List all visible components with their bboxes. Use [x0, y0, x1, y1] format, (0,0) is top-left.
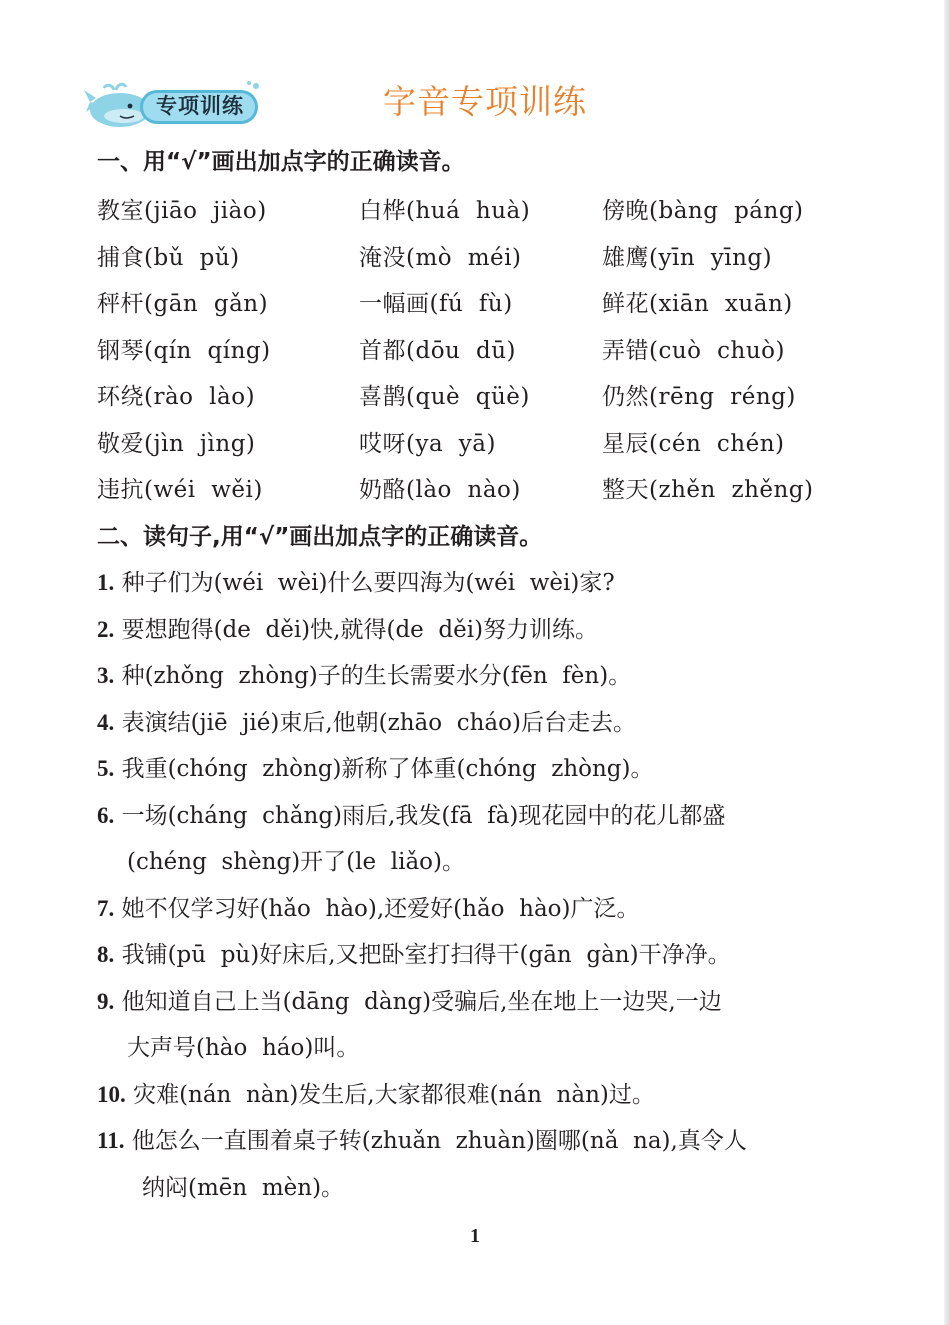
grid-cell: 钢琴(qín qíng) — [97, 337, 271, 364]
sentence-text: (chéng shèng)开了(le liǎo)。 — [127, 849, 465, 875]
sentence-item — [97, 979, 857, 1026]
sentence-text: 灾难(nán nàn)发生后,大家都很难(nán nàn)过。 — [133, 1081, 655, 1108]
sentence-continuation — [97, 1025, 857, 1072]
grid-cell: 星辰(cén chén) — [602, 430, 785, 457]
sentence-continuation — [97, 1165, 857, 1212]
page-title: 字音专项训练 — [383, 82, 587, 121]
sentence-list — [97, 560, 857, 1211]
grid-cell: 捕食(bǔ pǔ) — [97, 244, 240, 271]
grid-cell: 教室(jiāo jiào) — [97, 198, 267, 224]
grid-cell: 喜鹊(què qüè) — [359, 384, 530, 410]
item-number: 1. — [97, 570, 115, 595]
grid-cell: 首都(dōu dū) — [359, 337, 516, 364]
grid-cell: 一幅画(fú fù) — [359, 291, 513, 317]
item-number: 7. — [97, 895, 115, 921]
sentence-text: 一场(cháng chǎng)雨后,我发(fā fà)现花园中的花儿都盛 — [121, 802, 726, 829]
sentence-text: 种(zhǒng zhòng)子的生长需要水分(fēn fèn)。 — [121, 663, 632, 689]
grid-cell: 雄鹰(yīn yīng) — [602, 244, 773, 271]
grid-row — [97, 188, 857, 235]
section-badge — [84, 80, 260, 132]
sentence-item — [97, 1072, 857, 1119]
sentence-text: 纳闷(mēn mèn)。 — [142, 1174, 345, 1201]
sentence-text: 她不仅学习好(hǎo hào),还爱好(hǎo hào)广泛。 — [121, 895, 640, 922]
grid-cell: 秤杆(gān gǎn) — [97, 291, 269, 317]
section-1-heading: 一、用“√”画出加点字的正确读音。 — [97, 149, 465, 175]
item-number: 6. — [97, 802, 115, 828]
grid-cell: 奶酪(lào nào) — [359, 477, 521, 503]
item-number: 8. — [97, 942, 115, 967]
page-edge — [944, 0, 950, 1325]
item-number: 2. — [97, 616, 115, 642]
grid-row — [97, 374, 857, 421]
sentence-text: 他知道自己上当(dāng dàng)受骗后,坐在地上一边哭,一边 — [121, 988, 722, 1015]
sentence-item — [97, 653, 857, 700]
sentence-text: 他怎么一直围着桌子转(zhuǎn zhuàn)圈哪(nǎ na),真令人 — [131, 1128, 747, 1154]
grid-cell: 傍晚(bàng páng) — [602, 198, 804, 224]
sentence-text: 种子们为(wéi wèi)什么要四海为(wéi wèi)家? — [121, 570, 615, 596]
sentence-item — [97, 932, 857, 979]
grid-cell: 环绕(rào lào) — [97, 384, 256, 410]
grid-cell: 哎呀(ya yā) — [359, 430, 496, 457]
item-number: 11. — [97, 1128, 125, 1153]
sentence-text: 要想跑得(de děi)快,就得(de děi)努力训练。 — [121, 616, 599, 643]
grid-cell: 仍然(rēng réng) — [602, 384, 796, 410]
grid-cell: 弄错(cuò chuò) — [602, 337, 785, 364]
sentence-text: 大声号(hào háo)叫。 — [127, 1035, 360, 1061]
grid-row — [97, 328, 857, 375]
grid-cell: 违抗(wéi wěi) — [97, 477, 263, 503]
sentence-item — [97, 746, 857, 793]
item-number: 3. — [97, 663, 115, 688]
sentence-text: 我重(chóng zhòng)新称了体重(chóng zhòng)。 — [121, 756, 654, 782]
grid-row — [97, 235, 857, 282]
badge-label: 专项训练 — [156, 94, 244, 118]
sentence-item — [97, 1118, 857, 1165]
grid-cell: 敬爱(jìn jìng) — [97, 430, 256, 457]
grid-row — [97, 281, 857, 328]
grid-cell: 白桦(huá huà) — [359, 198, 531, 224]
sentence-item — [97, 886, 857, 933]
sentence-item — [97, 560, 857, 607]
item-number: 4. — [97, 709, 115, 735]
sentence-text: 表演结(jiē jié)束后,他朝(zhāo cháo)后台走去。 — [121, 709, 636, 736]
sentence-text: 我铺(pū pù)好床后,又把卧室打扫得干(gān gàn)干净净。 — [121, 942, 731, 968]
item-number: 5. — [97, 756, 115, 781]
grid-cell: 鲜花(xiān xuān) — [602, 291, 793, 317]
grid-row — [97, 467, 857, 514]
page-header — [0, 0, 950, 140]
page-number: 1 — [470, 1225, 480, 1247]
sentence-item — [97, 700, 857, 747]
sentence-item — [97, 793, 857, 840]
reading-grid — [97, 188, 857, 514]
grid-row — [97, 421, 857, 468]
sentence-item — [97, 607, 857, 654]
sentence-continuation — [97, 839, 857, 886]
section-2-heading: 二、读句子,用“√”画出加点字的正确读音。 — [97, 524, 543, 550]
item-number: 9. — [97, 988, 115, 1014]
grid-cell: 淹没(mò méi) — [359, 244, 522, 271]
grid-cell: 整天(zhěn zhěng) — [602, 477, 814, 503]
item-number: 10. — [97, 1081, 126, 1107]
